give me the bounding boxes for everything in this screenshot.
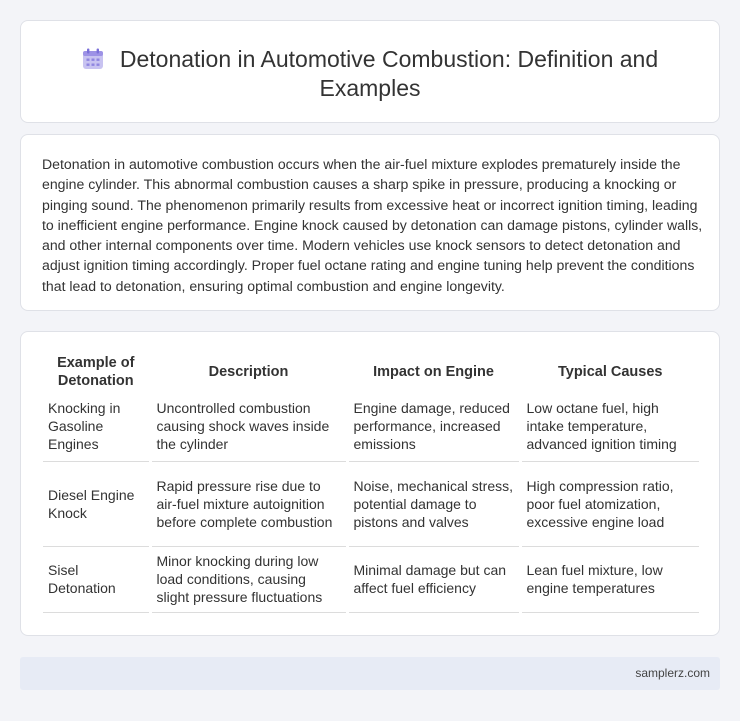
column-header-impact: Impact on Engine [347, 352, 520, 391]
page-title-text: Detonation in Automotive Combustion: Definition and Examples [119, 46, 659, 101]
cell-causes: High compression ratio, poor fuel atomization, excessive engine load [520, 461, 699, 546]
cell-example: Knocking in Gasoline Engines [43, 391, 150, 461]
table-row [43, 546, 699, 612]
intro-card [20, 134, 720, 311]
page-title [41, 45, 699, 103]
column-header-causes: Typical Causes [520, 352, 699, 391]
column-header-example: Example of Detonation [57, 354, 135, 389]
detonation-table [43, 352, 699, 613]
footer-site-link[interactable]: samplerz.com [635, 666, 710, 680]
cell-causes: Lean fuel mixture, low engine temperatures [520, 546, 699, 612]
cell-description: Rapid pressure rise due to air-fuel mixture autoignition before complete combustion [150, 461, 347, 546]
cell-impact: Noise, mechanical stress, potential damage to pistons and valves [347, 461, 520, 546]
title-card [20, 20, 720, 123]
footer-bar [20, 657, 720, 690]
cell-impact: Minimal damage but can affect fuel efficiency [347, 546, 520, 612]
cell-example: Diesel Engine Knock [43, 461, 150, 546]
table-header-row [43, 352, 699, 391]
table-row [43, 461, 699, 546]
cell-impact: Engine damage, reduced performance, increased emissions [347, 391, 520, 461]
cell-causes: Low octane fuel, high intake temperature, advanced ignition timing [520, 391, 699, 461]
cell-description: Minor knocking during low load conditions, causing slight pressure fluctuations [150, 546, 347, 612]
calendar-icon [82, 48, 104, 70]
intro-paragraph: Detonation in automotive combustion occurs when the air-fuel mixture explodes prematurely inside the engine cylinder. This abnormal combustion causes a sharp spike in pressure, producing a knocking or pinging sound. The phenomenon primarily results from excessive heat or incorrect ignition timing, leading to inefficient engine performance. Engine knock caused by detonation can damage pistons, cylinder walls, and other internal components over time. Modern vehicles use knock sensors to detect detonation and adjust ignition timing accordingly. Proper fuel octane rating and engine tuning help prevent the conditions that lead to detonation, ensuring optimal combustion and engine longevity. [42, 156, 703, 294]
cell-example: Sisel Detonation [43, 546, 150, 612]
cell-description: Uncontrolled combustion causing shock waves inside the cylinder [150, 391, 347, 461]
table-card [20, 331, 720, 636]
column-header-description: Description [150, 352, 347, 391]
table-row [43, 391, 699, 461]
